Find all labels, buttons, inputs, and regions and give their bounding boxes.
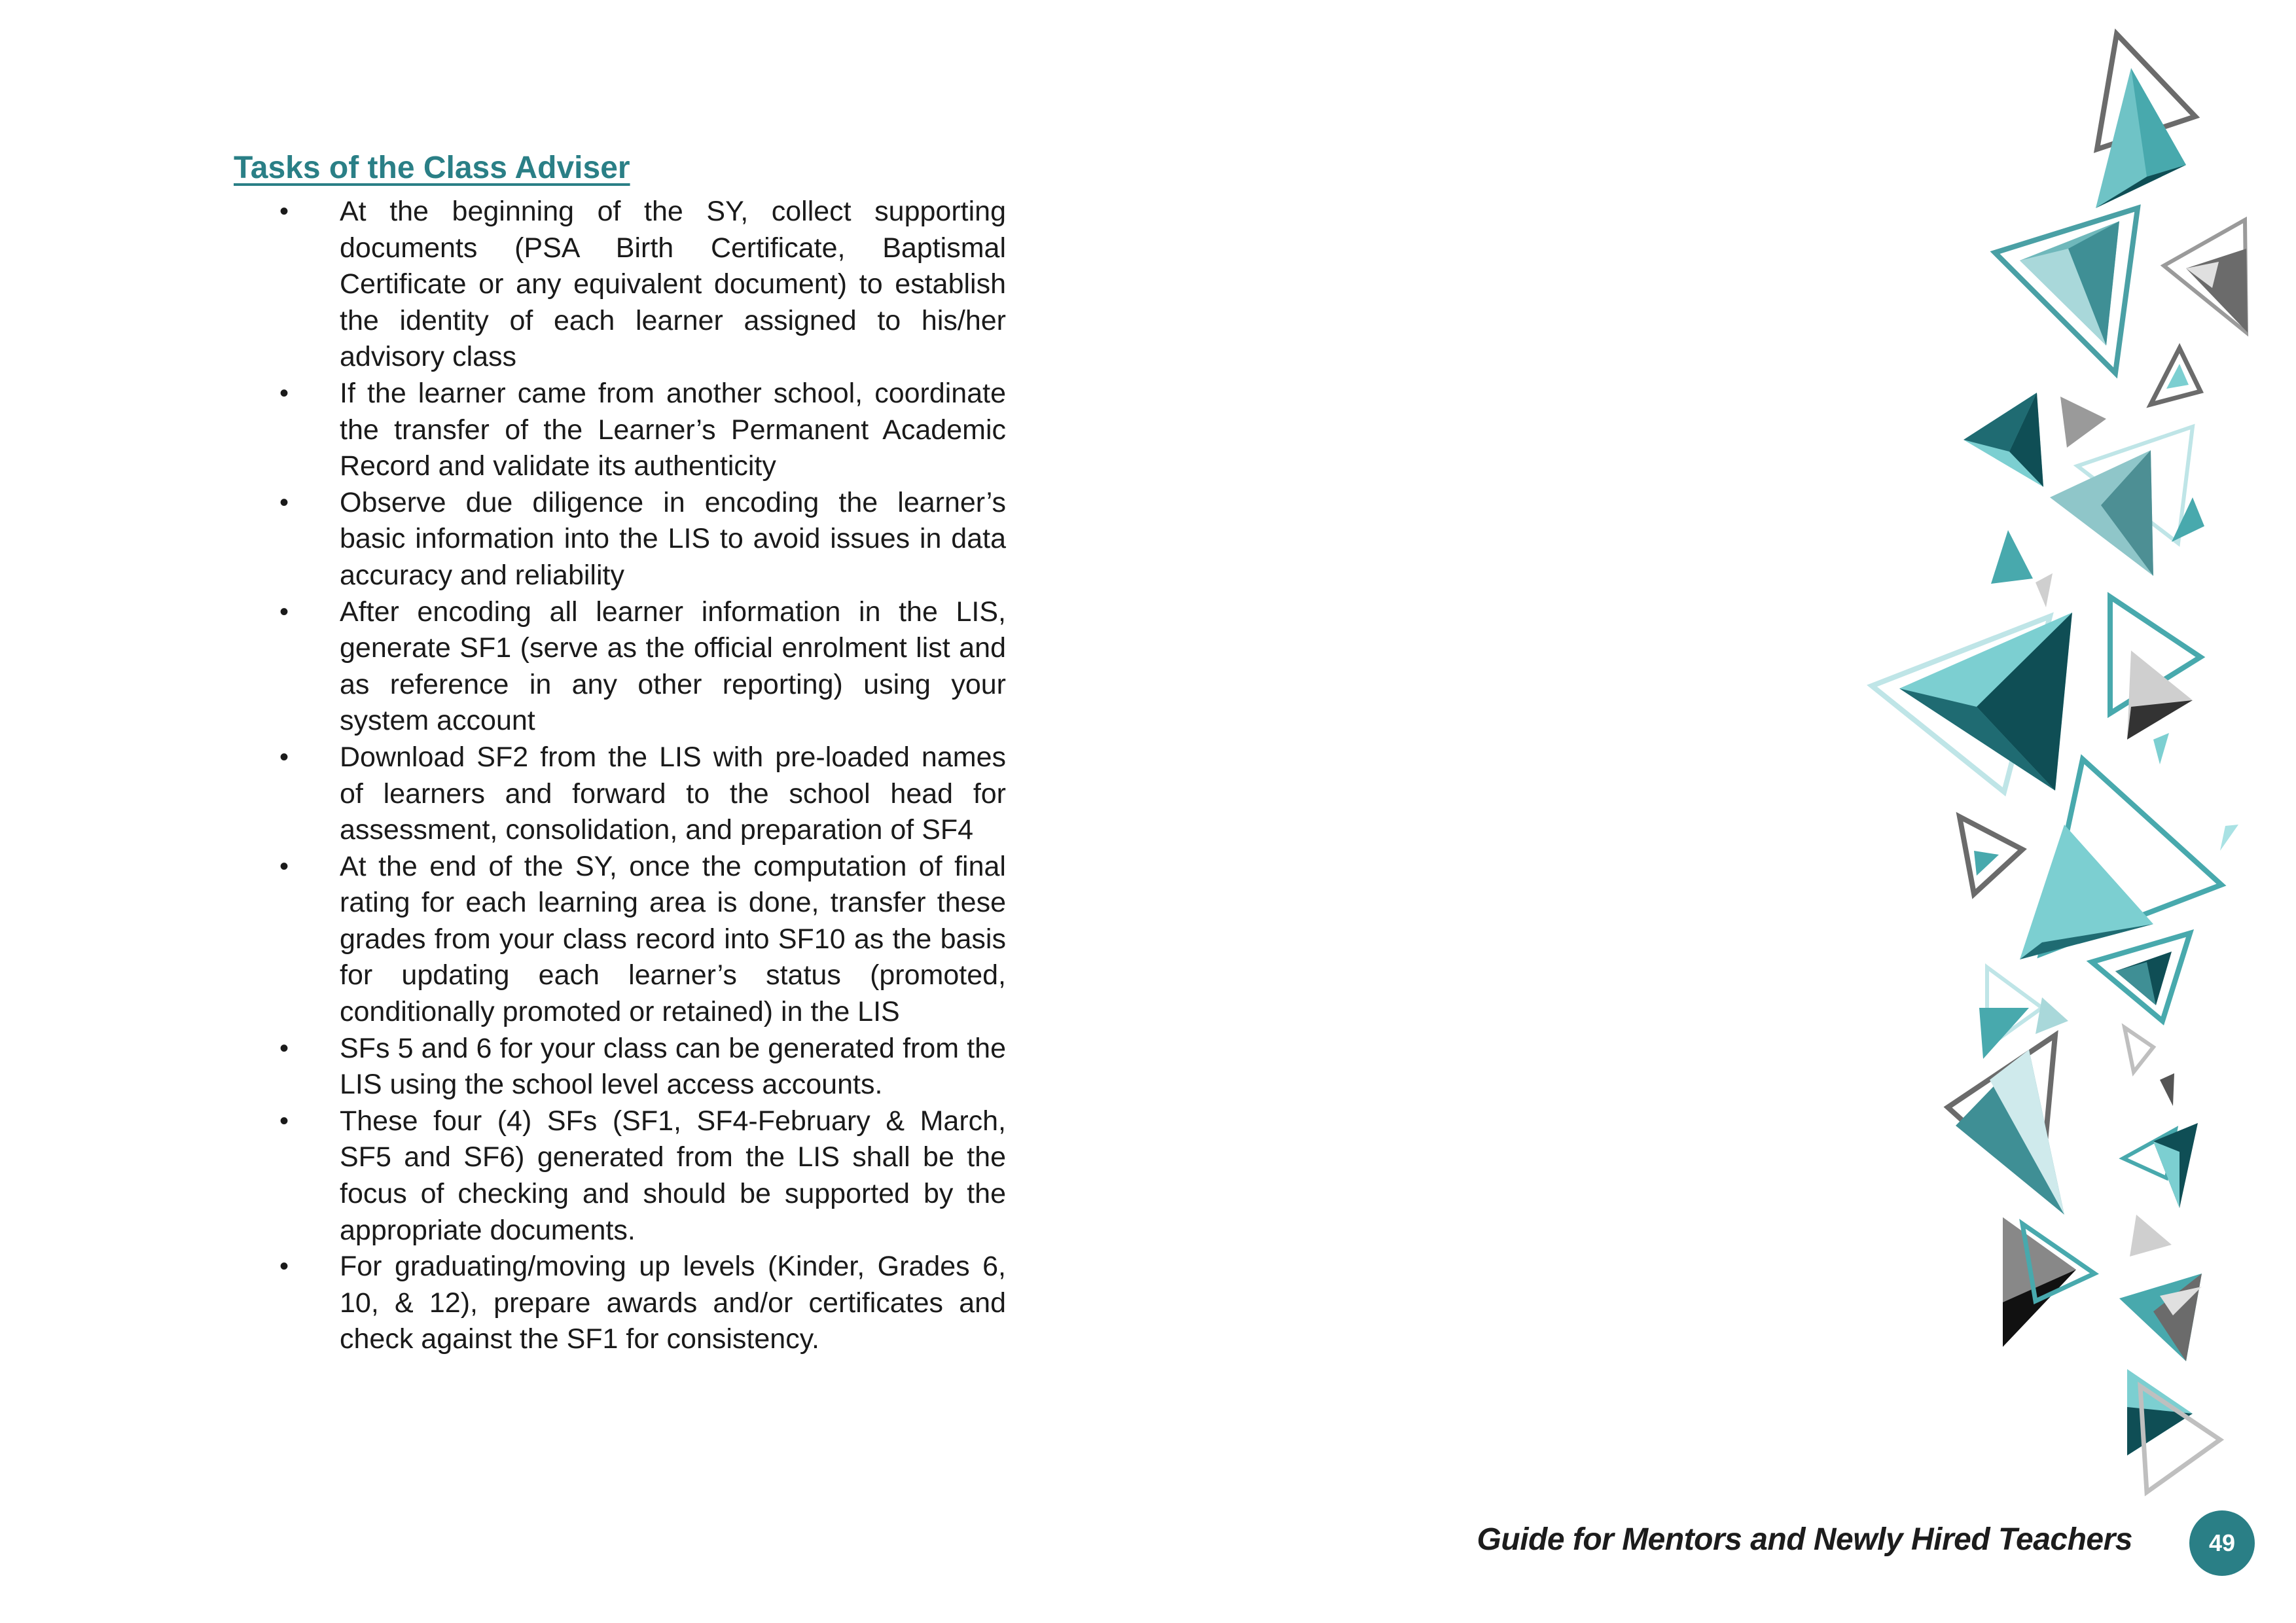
list-item bbox=[234, 594, 1006, 740]
list-item bbox=[234, 194, 1006, 376]
bullet-icon: • bbox=[279, 488, 289, 517]
bullet-icon: • bbox=[279, 851, 289, 881]
bullet-icon: • bbox=[279, 742, 289, 772]
task-text: These four (4) SFs (SF1, SF4-February & March, SF5 and SF6) generated from the LIS shall be the focus of checking and should be supported by the appropriate documents. bbox=[340, 1105, 1006, 1246]
task-text: After encoding all learner information in the LIS, generate SF1 (serve as the official enrolment list and as reference in any other reporting) using your system account bbox=[340, 596, 1006, 737]
list-item bbox=[234, 1249, 1006, 1358]
bullet-icon: • bbox=[279, 1106, 289, 1135]
list-item bbox=[234, 376, 1006, 485]
task-text: At the end of the SY, once the computation of final rating for each learning area is done, transfer these grades from your class record into SF10 as the basis for updating each learner’s status (promoted, conditionally promoted or retained) in the LIS bbox=[340, 850, 1006, 1028]
task-text: If the learner came from another school, coordinate the transfer of the Learner’s Permanent Academic Record and validate its authenticity bbox=[340, 377, 1006, 482]
list-item bbox=[234, 1031, 1006, 1103]
triangle-pattern-icon bbox=[1846, 0, 2296, 1525]
page-number-badge: 49 bbox=[2189, 1510, 2255, 1576]
bullet-icon: • bbox=[279, 1033, 289, 1063]
bullet-icon: • bbox=[279, 197, 289, 226]
task-text: Observe due diligence in encoding the learner’s basic information into the LIS to avoid issues in data accuracy and reliability bbox=[340, 486, 1006, 591]
list-item bbox=[234, 485, 1006, 594]
list-item bbox=[234, 740, 1006, 849]
task-text: SFs 5 and 6 for your class can be generated from the LIS using the school level access accounts. bbox=[340, 1032, 1006, 1101]
task-text: For graduating/moving up levels (Kinder, Grades 6, 10, & 12), prepare awards and/or certificates and check against the SF1 for consistency. bbox=[340, 1251, 1006, 1355]
bullet-icon: • bbox=[279, 597, 289, 626]
list-item bbox=[234, 1103, 1006, 1249]
task-text: Download SF2 from the LIS with pre-loaded names of learners and forward to the school head for assessment, consolidation, and preparation of SF4 bbox=[340, 741, 1006, 846]
task-list bbox=[234, 194, 1006, 1358]
task-text: At the beginning of the SY, collect supporting documents (PSA Birth Certificate, Baptismal Certificate or any equivalent document) to establish the identity of each learner assigned to his/her advisory class bbox=[340, 196, 1006, 373]
list-item bbox=[234, 849, 1006, 1031]
footer-title: Guide for Mentors and Newly Hired Teachers bbox=[1477, 1522, 2132, 1557]
section-heading: Tasks of the Class Adviser bbox=[234, 151, 630, 185]
bullet-icon: • bbox=[279, 378, 289, 408]
page-content bbox=[234, 145, 1006, 1358]
bullet-icon: • bbox=[279, 1252, 289, 1281]
